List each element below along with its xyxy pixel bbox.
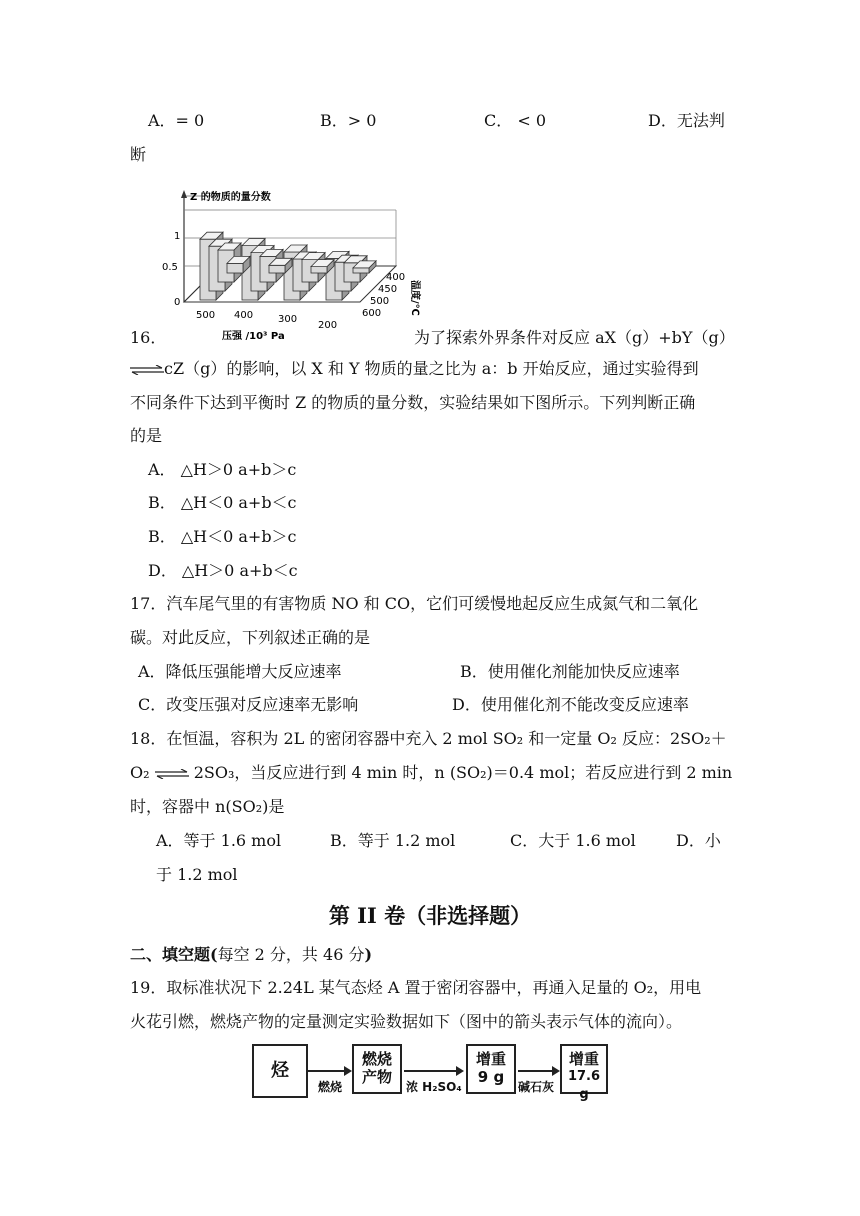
z-tick-450: 450 bbox=[378, 284, 398, 295]
q18-option-d-wrap: 于 1.2 mol bbox=[156, 865, 238, 884]
flow-box-products-line2: 产物 bbox=[361, 1068, 392, 1086]
q17-text-2: 碳。对此反应，下列叙述正确的是 bbox=[130, 628, 371, 647]
flow-box-4-line1: 增重 bbox=[568, 1050, 599, 1068]
q18-text-3: 时，容器中 n(SO₂)是 bbox=[130, 797, 285, 816]
q15-option-a: A．= 0 bbox=[148, 111, 205, 130]
section-subtitle bbox=[130, 944, 372, 966]
bar-group bbox=[200, 232, 376, 300]
q18-text-2-row bbox=[130, 762, 732, 784]
bar-600-300 bbox=[311, 267, 327, 273]
y-tick-1: 1 bbox=[174, 231, 181, 242]
flow-label-soda-lime: 碱石灰 bbox=[518, 1080, 555, 1094]
q17-text-1: 17．汽车尾气里的有害物质 NO 和 CO，它们可缓慢地起反应生成氮气和二氧化 bbox=[130, 594, 699, 613]
z-tick-600: 600 bbox=[362, 308, 382, 319]
z-axis-label: 温度/℃ bbox=[409, 280, 420, 316]
z-fraction-3d-chart bbox=[160, 188, 430, 348]
q18-option-d: D．小 bbox=[676, 831, 721, 850]
flow-box-mass-gain-9g bbox=[466, 1044, 516, 1094]
x-tick-300: 300 bbox=[278, 314, 298, 325]
q15-option-b: B．> 0 bbox=[320, 111, 377, 130]
q16-option-2: B． △H＜0 a+b＜c bbox=[148, 493, 297, 512]
flow-arrow-2 bbox=[404, 1070, 462, 1072]
q15-option-c: C． < 0 bbox=[484, 111, 547, 130]
section-subtitle-bold: 二、填空题( bbox=[130, 945, 218, 964]
flow-box-hydrocarbon: 烃 bbox=[252, 1044, 308, 1098]
y-tick-0.5: 0.5 bbox=[162, 262, 178, 273]
q16-text-3: 不同条件下达到平衡时 Z 的物质的量分数，实验结果如下图所示。下列判断正确 bbox=[130, 393, 696, 412]
bar-600-400 bbox=[269, 265, 285, 273]
chart-title: Z 的物质的量分数 bbox=[190, 192, 271, 203]
section-subtitle-normal: 每空 2 分，共 46 分 bbox=[217, 945, 365, 964]
q18-option-b: B．等于 1.2 mol bbox=[330, 831, 456, 850]
q17-option-b: B．使用催化剂能加快反应速率 bbox=[460, 662, 680, 681]
flow-box-4-line2: 17.6 g bbox=[567, 1069, 601, 1102]
flow-arrow-1 bbox=[306, 1070, 350, 1072]
x-tick-400: 400 bbox=[234, 310, 254, 321]
x-axis-label: 压强 /10³ Pa bbox=[222, 331, 285, 342]
equilibrium-arrow-icon bbox=[130, 365, 164, 375]
q19-text-1: 19．取标准状况下 2.24L 某气态烃 A 置于密闭容器中，再通入足量的 O₂，用电 bbox=[130, 978, 702, 997]
y-tick-0: 0 bbox=[174, 297, 181, 308]
x-tick-500: 500 bbox=[196, 310, 216, 321]
q16-text-4: 的是 bbox=[130, 426, 163, 445]
flow-arrow-3 bbox=[518, 1070, 558, 1072]
bar-600-200 bbox=[353, 268, 369, 273]
q18-text-1: 18．在恒温，容积为 2L 的密闭容器中充入 2 mol SO₂ 和一定量 O₂ 反应：2SO₂＋ bbox=[130, 729, 727, 748]
q19-text-2: 火花引燃，燃烧产物的定量测定实验数据如下（图中的箭头表示气体的流向）。 bbox=[130, 1012, 683, 1031]
flow-box-products bbox=[352, 1044, 402, 1094]
q17-option-c: C．改变压强对反应速率无影响 bbox=[138, 695, 359, 714]
z-tick-400: 400 bbox=[386, 272, 406, 283]
q18-option-c: C．大于 1.6 mol bbox=[510, 831, 636, 850]
q18-text-2: 2SO₃，当反应进行到 4 min 时，n (SO₂)＝0.4 mol；若反应进行到 2 min bbox=[193, 763, 733, 782]
z-tick-500: 500 bbox=[370, 296, 390, 307]
bar-600-500 bbox=[227, 263, 243, 273]
q17-option-a: A．降低压强能增大反应速率 bbox=[138, 662, 342, 681]
q18-option-a: A．等于 1.6 mol bbox=[156, 831, 282, 850]
section-subtitle-end: ) bbox=[364, 945, 373, 964]
q16-text-2: cZ（g）的影响，以 X 和 Y 物质的量之比为 a：b 开始反应，通过实验得到 bbox=[164, 359, 699, 378]
q16-text-2-row bbox=[130, 358, 699, 380]
flow-label-combustion: 燃烧 bbox=[318, 1080, 343, 1094]
flow-box-3-line1: 增重 bbox=[475, 1050, 506, 1068]
flow-box-mass-gain-17g bbox=[560, 1044, 608, 1102]
q16-option-1: A． △H＞0 a+b＞c bbox=[148, 460, 297, 479]
x-tick-200: 200 bbox=[318, 320, 338, 331]
section-title: 第 II 卷（非选择题） bbox=[328, 903, 532, 928]
q18-o2: O₂ bbox=[130, 763, 150, 782]
q16-number: 16． bbox=[130, 328, 167, 347]
equilibrium-arrow-icon bbox=[155, 769, 189, 779]
q16-option-3: B． △H＜0 a+b＞c bbox=[148, 527, 297, 546]
flow-box-3-line2: 9 g bbox=[477, 1068, 505, 1086]
q16-text-1: 为了探索外界条件对反应 aX（g）+bY（g） bbox=[414, 328, 735, 347]
q16-option-4: D． △H＞0 a+b＜c bbox=[148, 561, 298, 580]
q17-option-d: D．使用催化剂不能改变反应速率 bbox=[452, 695, 689, 714]
flow-label-h2so4: 浓 H₂SO₄ bbox=[406, 1080, 462, 1094]
q15-option-d: D．无法判 bbox=[648, 111, 725, 130]
q15-option-d-wrap: 断 bbox=[130, 145, 147, 164]
flow-box-products-line1: 燃烧 bbox=[361, 1050, 392, 1068]
